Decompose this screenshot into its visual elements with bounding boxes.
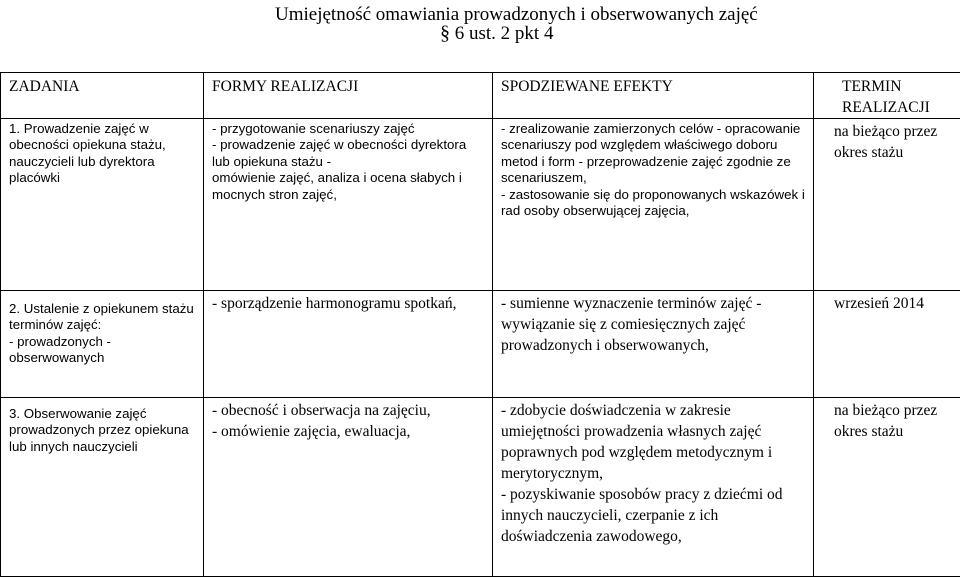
section-symbol: § [440,22,450,44]
document-title: Umiejętność omawiania prowadzonych i obserwowanych zajęć [275,3,758,26]
effects-cell: - zdobycie doświadczenia w zakresie umiejętności prowadzenia własnych zajęć poprawnych pod względem metodycznym i merytorycznym, - pozyskiwanie sposobów pracy z dziećmi od innych nauczycieli, czerpanie z ich doświadczenia zawodowego, [493,398,814,577]
plan-table [0,72,960,577]
term-cell: na bieżąco przez okres stażu [814,398,960,577]
term-cell: na bieżąco przez okres stażu [814,119,960,291]
forms-cell: - sporządzenie harmonogramu spotkań, [204,291,493,398]
task-cell: 1. Prowadzenie zajęć w obecności opiekuna stażu, nauczycieli lub dyrektora placówki [1,119,204,291]
task-cell: 3. Obserwowanie zajęć prowadzonych przez opiekuna lub innych nauczycieli [1,398,204,577]
legal-reference-text: 6 ust. 2 pkt 4 [450,23,553,44]
table-row [1,398,960,577]
column-header-forms: FORMY REALIZACJI [204,73,493,119]
column-header-term: TERMIN REALIZACJI [814,73,960,119]
term-cell: wrzesień 2014 [814,291,960,398]
effects-cell: - zrealizowanie zamierzonych celów - opracowanie scenariuszy pod względem właściwego doboru metod i form - przeprowadzenie zajęć zgodnie ze scenariuszem, - zastosowanie się do proponowanych wskazówek i rad osoby obserwującej zajęcia, [493,119,814,291]
task-cell: 2. Ustalenie z opiekunem stażu terminów zajęć: - prowadzonych - obserwowanych [1,291,204,398]
table-row [1,119,960,291]
column-header-effects: SPODZIEWANE EFEKTY [493,73,814,119]
forms-cell: - przygotowanie scenariuszy zajęć - prowadzenie zajęć w obecności dyrektora lub opiekuna stażu - omówienie zajęć, analiza i ocena słabych i mocnych stron zajęć, [204,119,493,291]
table-header-row [1,73,960,119]
table-row [1,291,960,398]
column-header-tasks: ZADANIA [1,73,204,119]
forms-cell: - obecność i obserwacja na zajęciu, - omówienie zajęcia, ewaluacja, [204,398,493,577]
effects-cell: - sumienne wyznaczenie terminów zajęć - wywiązanie się z comiesięcznych zajęć prowadzonych i obserwowanych, [493,291,814,398]
legal-reference [440,22,553,45]
